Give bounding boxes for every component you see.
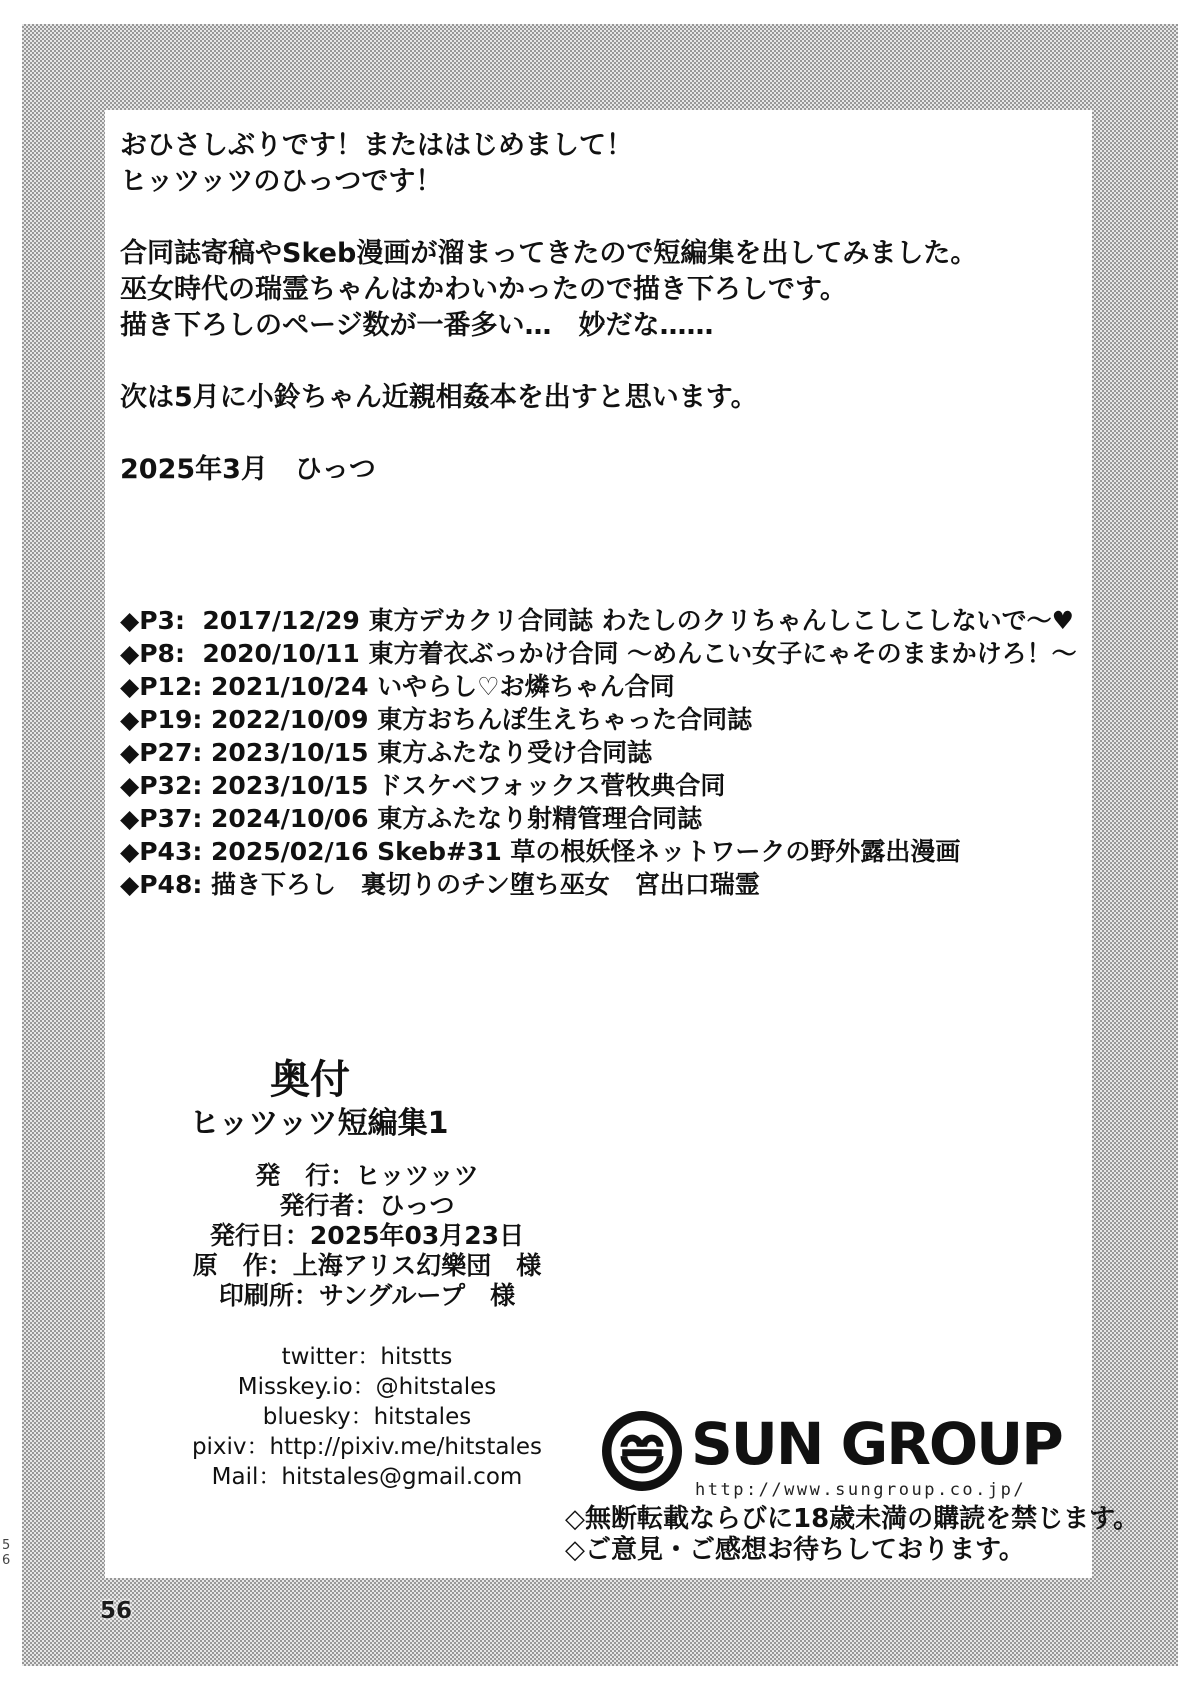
contact-mail: Mail：hitstales@gmail.com [211,1464,523,1490]
intro-line [120,416,977,452]
colophon-line-printer: 印刷所：サングループ 様 [218,1281,516,1310]
intro-line: ヒッツッツのひっつです！ [120,166,443,197]
spine-page-number: 56 [2,1538,11,1568]
intro-line [120,200,977,236]
contact-list [105,1342,629,1492]
sun-group-wordmark: SUN GROUP [691,1410,1062,1478]
work-item: ◆P43: 2025/02/16 Skeb#31 草の根妖怪ネットワークの野外露出漫画 [120,837,961,866]
colophon-section [105,1161,629,1311]
work-item: ◆P3: 2017/12/29 東方デカクリ合同誌 わたしのクリちゃんしこしこしないで～♥ [120,606,1075,635]
colophon-title: 奥付 [270,1057,350,1103]
colophon-line-publisher-circle: 発 行：ヒッツッツ [255,1161,479,1190]
intro-line [120,344,977,380]
work-item: ◆P12: 2021/10/24 いやらし♡お燐ちゃん合同 [120,672,675,701]
intro-line: おひさしぶりです！またははじめまして！ [120,130,633,161]
sun-group-logo-icon [599,1408,685,1494]
contact-bluesky: bluesky：hitstales [262,1404,472,1430]
intro-line: 描き下ろしのページ数が一番多い… 妙だな…… [120,310,714,341]
notice-no-reproduction: ◇無断転載ならびに18歳未満の購読を禁じます。 [565,1504,1140,1534]
notice-feedback: ◇ご意見・ご感想お待ちしております。 [565,1535,1025,1565]
intro-line: 次は5月に小鈴ちゃん近親相姦本を出すと思います。 [120,382,758,413]
contact-pixiv: pixiv：http://pixiv.me/hitstales [191,1434,543,1460]
work-item: ◆P37: 2024/10/06 東方ふたなり射精管理合同誌 [120,804,703,833]
intro-line: 合同誌寄稿やSkeb漫画が溜まってきたので短編集を出してみました。 [120,238,978,269]
printer-block [563,1400,1140,1578]
work-item: ◆P8: 2020/10/11 東方着衣ぶっかけ合同 ～めんこい女子にゃそのままかけろ！～ [120,639,1077,668]
colophon-line-publish-date: 発行日：2025年03月23日 [209,1221,525,1250]
intro-signature-line: 2025年3月 ひっつ [120,454,376,485]
work-item: ◆P32: 2023/10/15 ドスケベフォックス菅牧典合同 [120,771,726,800]
colophon-subtitle: ヒッツッツ短編集1 [189,1106,449,1141]
notices [565,1504,1139,1566]
contact-misskey: Misskey.io：@hitstales [237,1374,497,1400]
colophon-line-original-work: 原 作：上海アリス幻樂団 様 [192,1251,542,1280]
work-item: ◆P19: 2022/10/09 東方おちんぽ生えちゃった合同誌 [120,705,753,734]
inner-page [105,110,1140,1578]
sun-group-url: http://www.sungroup.co.jp/ [695,1480,1027,1500]
work-item: ◆P48: 描き下ろし 裏切りのチン堕ち巫女 宮出口瑞霊 [120,870,760,899]
work-item: ◆P27: 2023/10/15 東方ふたなり受け合同誌 [120,738,653,767]
colophon-line-publisher-person: 発行者：ひっつ [279,1191,455,1220]
intro-paragraph [120,128,977,488]
contact-twitter: twitter：hitstts [281,1344,453,1370]
intro-line: 巫女時代の瑞霊ちゃんはかわいかったので描き下ろしです。 [120,274,847,305]
works-list [120,604,1077,901]
page-number: 56 [100,1598,133,1624]
